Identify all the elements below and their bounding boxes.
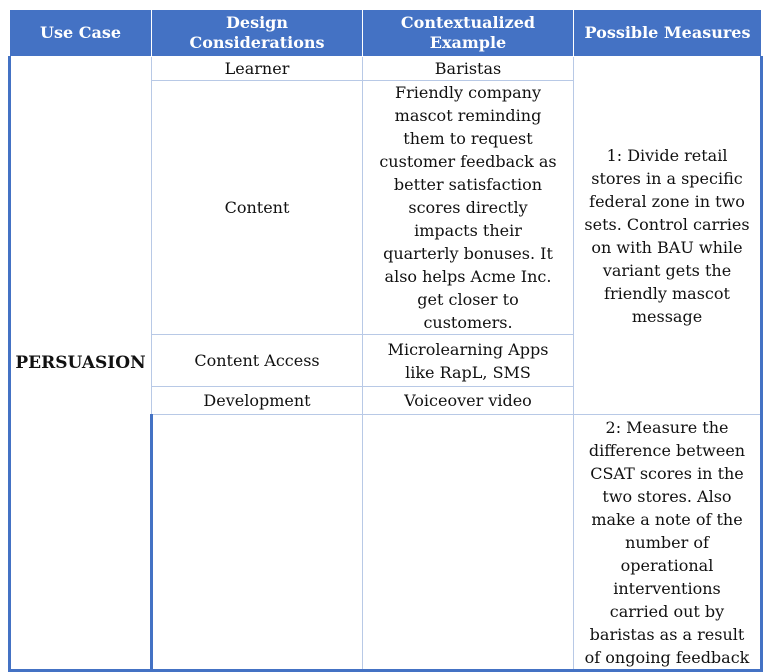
header-design-considerations: Design Considerations	[152, 10, 363, 57]
use-case-cell: PERSUASION	[10, 57, 152, 671]
header-contextualized-example: Contextualized Example	[363, 10, 574, 57]
empty-consideration-cell	[152, 415, 363, 671]
example-cell: Friendly company mascot reminding them to request customer feedback as better satisfaction scores directly impacts their quarterly bonuses. It also helps Acme Inc. get closer to customers.	[363, 81, 574, 335]
table-row	[10, 57, 762, 81]
design-table	[8, 9, 763, 672]
empty-example-cell	[363, 415, 574, 671]
example-cell: Microlearning Apps like RapL, SMS	[363, 335, 574, 387]
measure-cell: 1: Divide retail stores in a specific federal zone in two sets. Control carries on with BAU while variant gets the friendly mascot message	[574, 57, 762, 415]
consideration-cell: Learner	[152, 57, 363, 81]
consideration-cell: Development	[152, 387, 363, 415]
measure-cell: 2: Measure the difference between CSAT scores in the two stores. Also make a note of the number of operational interventions carried out by baristas as a result of ongoing feedback	[574, 415, 762, 671]
header-use-case: Use Case	[10, 10, 152, 57]
header-row	[10, 10, 762, 57]
consideration-cell: Content Access	[152, 335, 363, 387]
example-cell: Voiceover video	[363, 387, 574, 415]
consideration-cell: Content	[152, 81, 363, 335]
header-possible-measures: Possible Measures	[574, 10, 762, 57]
example-cell: Baristas	[363, 57, 574, 81]
